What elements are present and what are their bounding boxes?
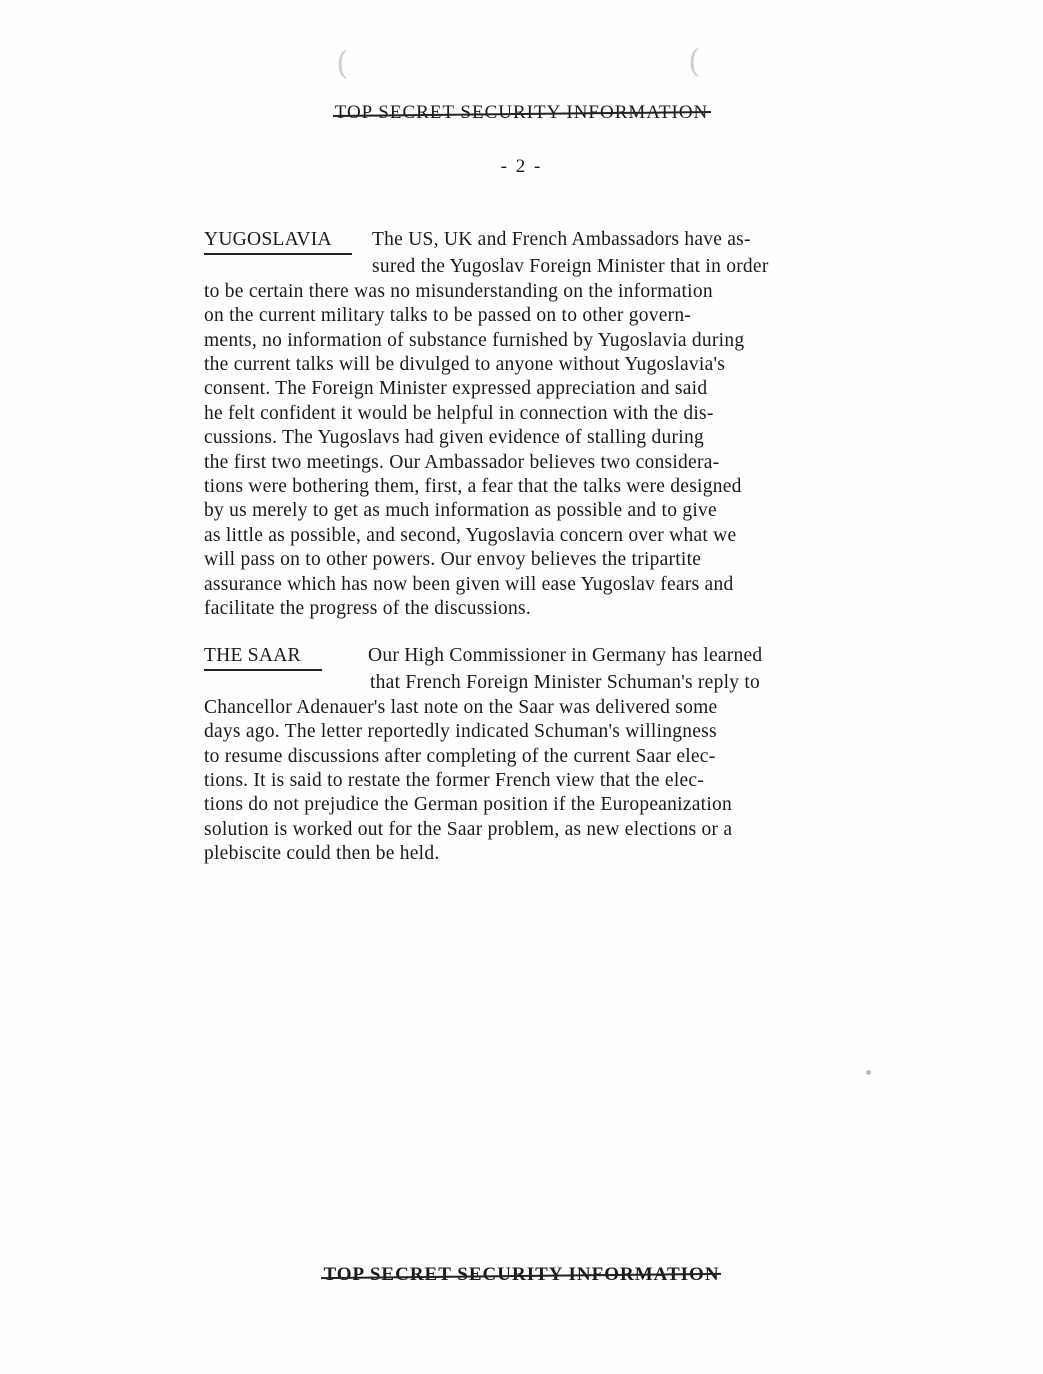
scan-speck (866, 1070, 871, 1075)
text-line: facilitate the progress of the discussions. (204, 598, 532, 620)
text-line: tions do not prejudice the German position if the Europeanization (204, 794, 732, 816)
text-line: the first two meetings. Our Ambassador believes two considera- (204, 451, 720, 473)
section-first-line: Our High Commissioner in Germany has learned (368, 645, 763, 666)
section-yugoslavia (204, 228, 944, 622)
text-line: tions. It is said to restate the former French view that the elec- (204, 770, 705, 792)
text-line: Chancellor Adenauer's last note on the Saar was delivered some (204, 696, 718, 718)
text-line: he felt confident it would be helpful in connection with the dis- (204, 402, 714, 424)
section-heading: THE SAAR (204, 644, 322, 671)
classification-footer (0, 1264, 1043, 1286)
text-line: to be certain there was no misunderstanding on the information (204, 280, 713, 302)
text-line: days ago. The letter reportedly indicated Schuman's willingness (204, 721, 717, 743)
text-line: by us merely to get as much information as possible and to give (204, 500, 717, 522)
text-line: cussions. The Yugoslavs had given evidence of stalling during (204, 427, 704, 449)
text-line: solution is worked out for the Saar problem, as new elections or a (204, 818, 733, 840)
text-line: on the current military talks to be passed on to other govern- (204, 305, 692, 327)
text-line: consent. The Foreign Minister expressed appreciation and said (204, 378, 708, 400)
section-head-line (204, 228, 944, 255)
text-line: ments, no information of substance furnished by Yugoslavia during (204, 329, 745, 351)
section-heading: YUGOSLAVIA (204, 228, 352, 255)
section-first-line: The US, UK and French Ambassadors have as- (372, 229, 751, 250)
text-line: plebiscite could then be held. (204, 843, 440, 865)
text-line: the current talks will be divulged to anyone without Yugoslavia's (204, 354, 726, 376)
text-line: assurance which has now been given will ease Yugoslav fears and (204, 573, 734, 595)
section-second-line: sured the Yugoslav Foreign Minister that in order (372, 256, 769, 278)
scan-mark: ( (336, 44, 349, 82)
page-number: - 2 - (500, 156, 543, 177)
classification-header-text: TOP SECRET SECURITY INFORMATION (334, 102, 709, 123)
classification-footer-text: TOP SECRET SECURITY INFORMATION (323, 1264, 720, 1285)
section-the-saar (204, 644, 944, 867)
text-line: will pass on to other powers. Our envoy believes the tripartite (204, 549, 702, 571)
scan-mark: ( (688, 42, 701, 80)
section-head-line (204, 644, 944, 671)
text-line: to resume discussions after completing of the current Saar elec- (204, 745, 716, 767)
classification-header (0, 102, 1043, 124)
section-second-line: that French Foreign Minister Schuman's reply to (370, 672, 761, 694)
text-line: tions were bothering them, first, a fear that the talks were designed (204, 476, 742, 498)
text-line: as little as possible, and second, Yugoslavia concern over what we (204, 524, 737, 546)
